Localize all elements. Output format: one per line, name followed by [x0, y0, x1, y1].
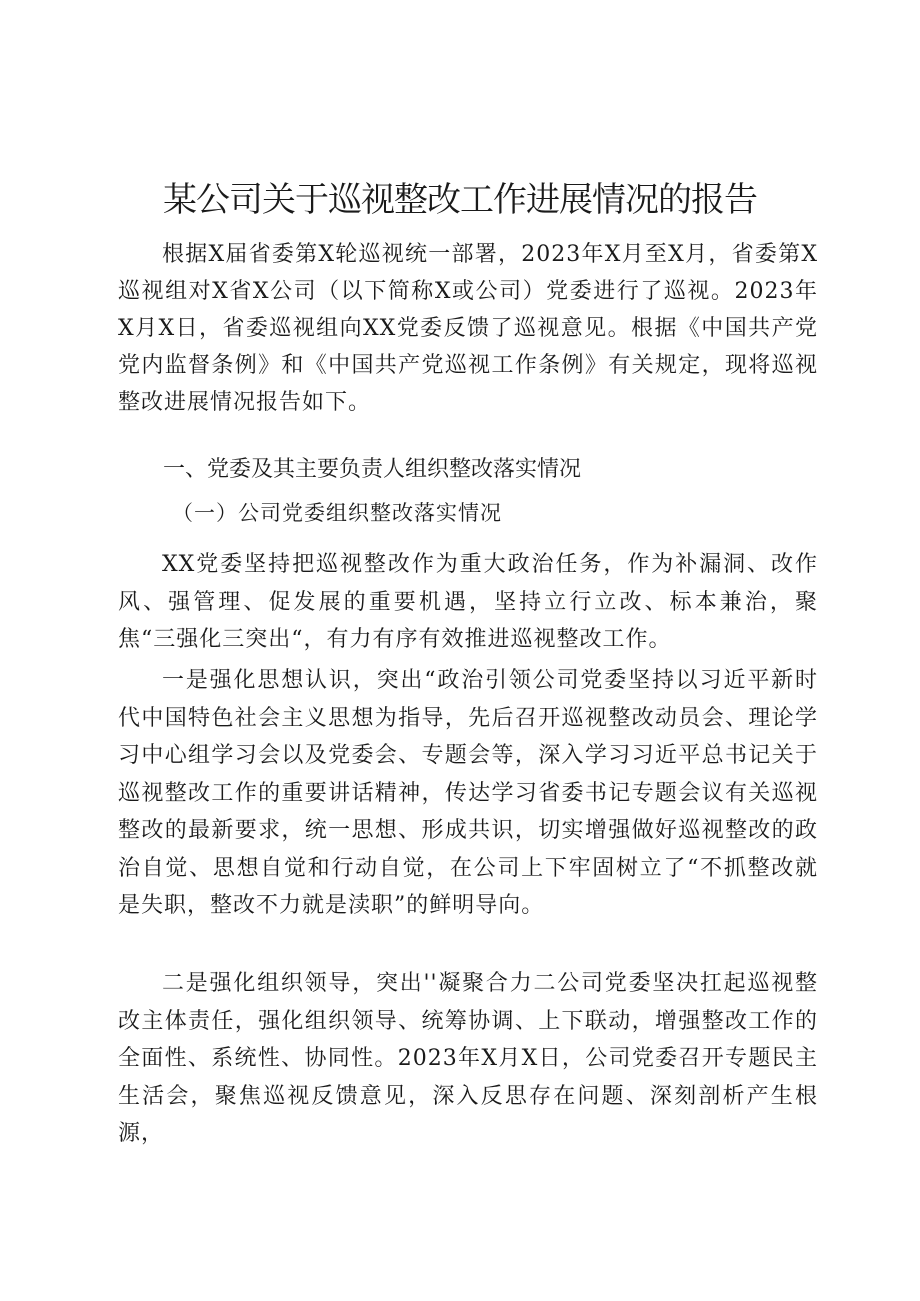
body-paragraph-point-1: 一是强化思想认识，突出“政治引领公司党委坚持以习近平新时代中国特色社会主义思想为指导，先后召开巡视整改动员会、理论学习中心组学习会以及党委会、专题会等，深入学习习近平总书记关于巡视整改工作的重要讲话精神，传达学习省委书记专题会议有关巡视整改的最新要求，统一思想、形成共识，切实增强做好巡视整改的政治自觉、思想自觉和行动自觉，在公司上下牢固树立了“不抓整改就是失职，整改不力就是渎职”的鲜明导向。 [118, 668, 818, 918]
document-title: 某公司关于巡视整改工作进展情况的报告 [163, 180, 757, 220]
body-paragraph-overview: XX党委坚持把巡视整改作为重大政治任务，作为补漏洞、改作风、强管理、促发展的重要机遇，坚持立行立改、标本兼治，聚焦“三强化三突出“，有力有序有效推进巡视整改工作。 [118, 552, 818, 652]
intro-paragraph: 根据X届省委第X轮巡视统一部署，2023年X月至X月，省委第X巡视组对X省X公司（以下简称X或公司）党委进行了巡视。2023年X月X日，省委巡视组向XX党委反馈了巡视意见。根据《中国共产党党内监督条例》和《中国共产党巡视工作条例》有关规定，现将巡视整改进展情况报告如下。 [118, 242, 818, 415]
section-heading-1: 一、党委及其主要负责人组织整改落实情况 [163, 457, 582, 482]
subsection-heading-1: （一）公司党委组织整改落实情况 [172, 501, 502, 525]
body-paragraph-point-2: 二是强化组织领导，突出''凝聚合力二公司党委坚决扛起巡视整改主体责任，强化组织领导、统筹协调、上下联动，增强整改工作的全面性、系统性、协同性。2023年X月X日，公司党委召开专题民主生活会，聚焦巡视反馈意见，深入反思存在问题、深刻剖析产生根源， [118, 971, 818, 1146]
